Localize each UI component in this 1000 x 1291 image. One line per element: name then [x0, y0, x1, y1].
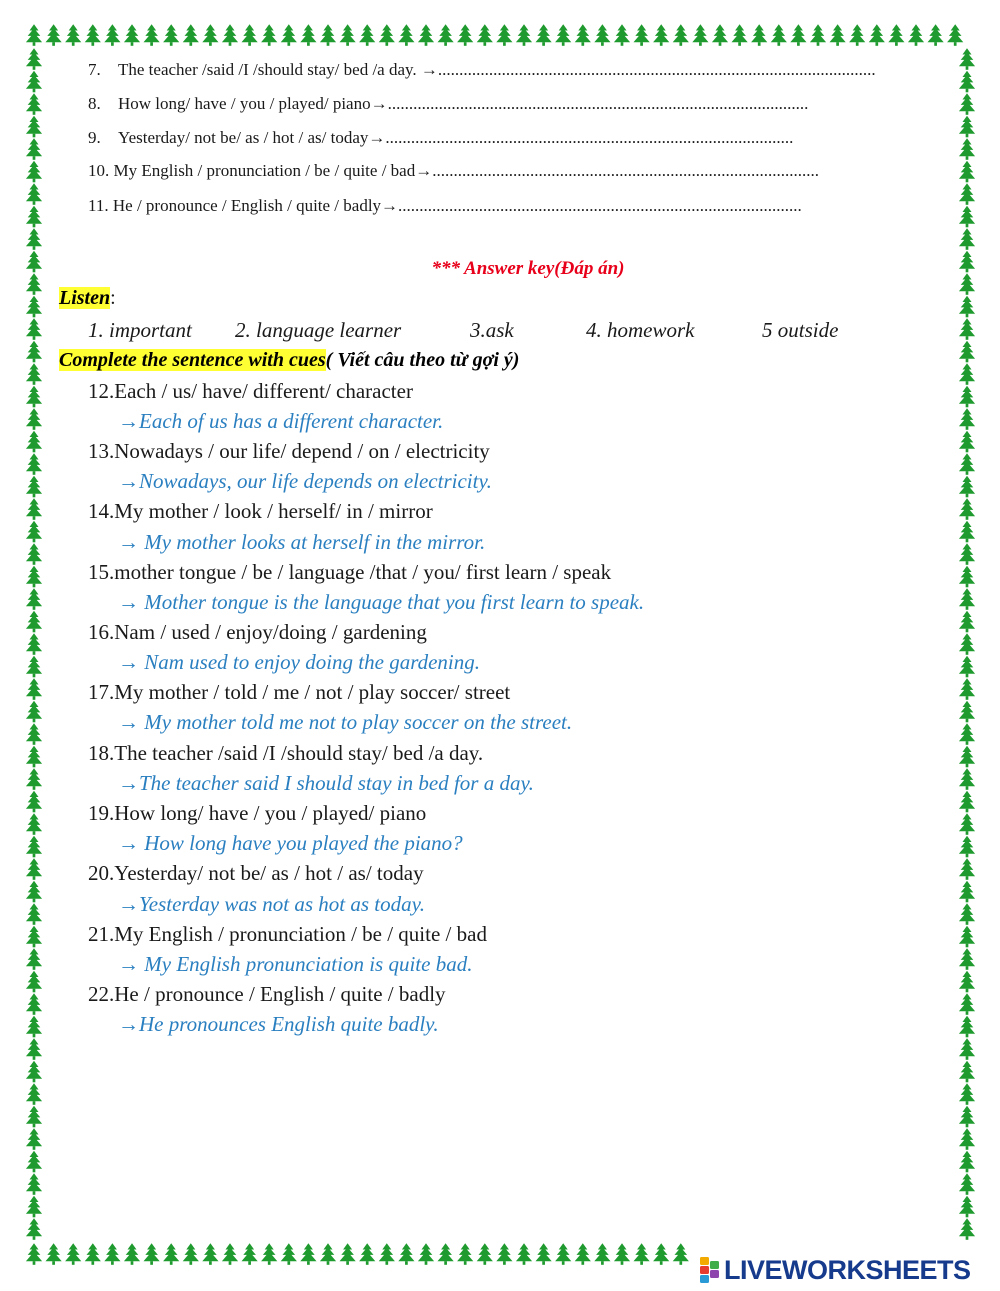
liveworksheets-logo-icon: [700, 1257, 720, 1283]
worksheet-item-8: 8. How long/ have / you / played/ piano→...................................................................................................: [88, 94, 809, 113]
answer-key-title: *** Answer key(Đáp án): [431, 258, 625, 279]
worksheet-item-11: 11. He / pronounce / English / quite / badly→...............................................................................................: [88, 196, 802, 215]
listen-answer-3: 3.ask: [470, 318, 514, 342]
answer-19: → How long have you played the piano?: [118, 831, 463, 855]
question-13: 13.Nowadays / our life/ depend / on / electricity: [88, 439, 490, 463]
question-19: 19.How long/ have / you / played/ piano: [88, 801, 427, 825]
question-12: 12.Each / us/ have/ different/ character: [88, 379, 413, 403]
listen-answer-1: 1. important: [88, 318, 192, 342]
worksheet-item-9: 9. Yesterday/ not be/ as / hot / as/ today→................................................................................................: [88, 128, 794, 147]
question-18: 18.The teacher /said /I /should stay/ bed /a day.: [88, 741, 484, 765]
complete-label: Complete the sentence with cues: [59, 349, 326, 371]
logo-text: LIVEWORKSHEETS: [724, 1254, 971, 1285]
listen-answer-5: 5 outside: [762, 318, 839, 342]
answer-20: →Yesterday was not as hot as today.: [118, 892, 426, 916]
answer-14: → My mother looks at herself in the mirror.: [118, 530, 486, 554]
answer-22: →He pronounces English quite badly.: [118, 1012, 439, 1036]
answer-16: → Nam used to enjoy doing the gardening.: [118, 650, 481, 674]
answer-18: →The teacher said I should stay in bed for a day.: [118, 771, 534, 795]
question-14: 14.My mother / look / herself/ in / mirror: [88, 499, 433, 523]
answer-12: →Each of us has a different character.: [118, 409, 444, 433]
question-22: 22.He / pronounce / English / quite / badly: [88, 982, 446, 1006]
answer-13: →Nowadays, our life depends on electricity.: [118, 469, 492, 493]
question-21: 21.My English / pronunciation / be / quite / bad: [88, 922, 487, 946]
answer-15: → Mother tongue is the language that you first learn to speak.: [118, 590, 645, 614]
question-17: 17.My mother / told / me / not / play soccer/ street: [88, 680, 511, 704]
complete-label-vi: ( Viết câu theo từ gợi ý): [325, 349, 520, 371]
worksheet-item-7: 7. The teacher /said /I /should stay/ bed /a day. →.......................................................................................................: [88, 60, 876, 79]
answer-21: → My English pronunciation is quite bad.: [118, 952, 473, 976]
answer-17: → My mother told me not to play soccer on the street.: [118, 710, 573, 734]
question-20: 20.Yesterday/ not be/ as / hot / as/ today: [88, 861, 424, 885]
question-16: 16.Nam / used / enjoy/doing / gardening: [88, 620, 427, 644]
liveworksheets-logo: [700, 1255, 971, 1285]
listen-label: Listen: [59, 287, 111, 309]
listen-heading: Listen:: [59, 287, 116, 309]
worksheet-item-10: 10. My English / pronunciation / be / quite / bad→...........................................................................................: [88, 161, 819, 180]
listen-answer-2: 2. language learner: [235, 318, 402, 342]
listen-answer-4: 4. homework: [586, 318, 695, 342]
complete-heading: [59, 349, 519, 372]
question-15: 15.mother tongue / be / language /that / you/ first learn / speak: [88, 560, 612, 584]
